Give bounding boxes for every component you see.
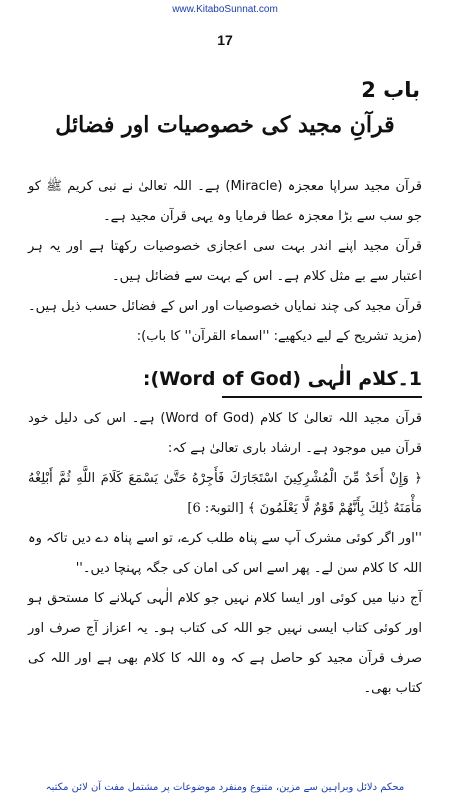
paragraph-miracle: قرآن مجید سراپا معجزہ (Miracle) ہے۔ اللہ تعالیٰ نے نبی کریم ﷺ کو جو سب سے بڑا معجزہ عطا فرمایا وہ یہی قرآن مجید ہے۔ <box>28 179 422 224</box>
site-url[interactable]: www.KitaboSunnat.com <box>172 4 278 15</box>
page-body <box>28 172 422 704</box>
paragraph-list-intro: قرآن مجید کی چند نمایاں خصوصیات اور اس کے فضائل حسب ذیل ہیں۔ (مزید تشریح کے لیے دیکھیے: ''اسماء القرآن'' کا باب): <box>28 299 422 344</box>
paragraph-qualities: قرآن مجید اپنے اندر بہت سی اعجازی خصوصیات رکھتا ہے اور یہ ہر اعتبار سے بے مثل کلام ہے۔ اس کے بہت سے فضائل ہیں۔ <box>28 239 422 284</box>
section-heading <box>28 364 422 398</box>
footer-tagline: محکم دلائل وبراہین سے مزین، متنوع ومنفرد موضوعات پر مشتمل مفت آن لائن مکتبہ <box>45 782 405 793</box>
section-intro: قرآن مجید اللہ تعالیٰ کا کلام (Word of God) ہے۔ اس کی دلیل خود قرآن میں موجود ہے۔ ارشاد باری تعالیٰ ہے کہ: <box>28 411 422 456</box>
chapter-label: باب 2 <box>361 78 420 102</box>
verse-translation: ''اور اگر کوئی مشرک آپ سے پناہ طلب کرے، تو اسے پناہ دے دیں تاکہ وہ اللہ کا کلام سن لے۔ پھر اسے اس کی امان کی جگہ پہنچا دیں۔'' <box>28 531 422 576</box>
quran-verse: ﴿ وَإِنْ أَحَدٌ مِّنَ الْمُشْرِكِينَ اسْتَجَارَكَ فَأَجِرْهُ حَتَّىٰ يَسْمَعَ كَلَامَ اللَّهِ ثُمَّ أَبْلِغْهُ مَأْمَنَهُ ذَٰلِكَ بِأَنَّهُمْ قَوْمٌ لَّا يَعْلَمُونَ ﴾ [التوبۃ: 6] <box>28 471 422 516</box>
heading-underline <box>222 396 422 398</box>
section-closing: آج دنیا میں کوئی اور ایسا کلام نہیں جو کلام الٰہی کہلانے کا مستحق ہو اور کوئی کتاب ایسی نہیں جو اللہ کی کتاب ہو۔ یہ اعزاز آج صرف اور صرف قرآن مجید کو حاصل ہے کہ وہ اللہ کا کلام بھی ہے اور اللہ کی کتاب بھی۔ <box>28 591 422 696</box>
chapter-title: قرآنِ مجید کی خصوصیات اور فضائل <box>55 112 395 138</box>
section-heading-text: 1۔کلام الٰہی (Word of God): <box>142 368 422 390</box>
page-number: 17 <box>217 32 233 48</box>
